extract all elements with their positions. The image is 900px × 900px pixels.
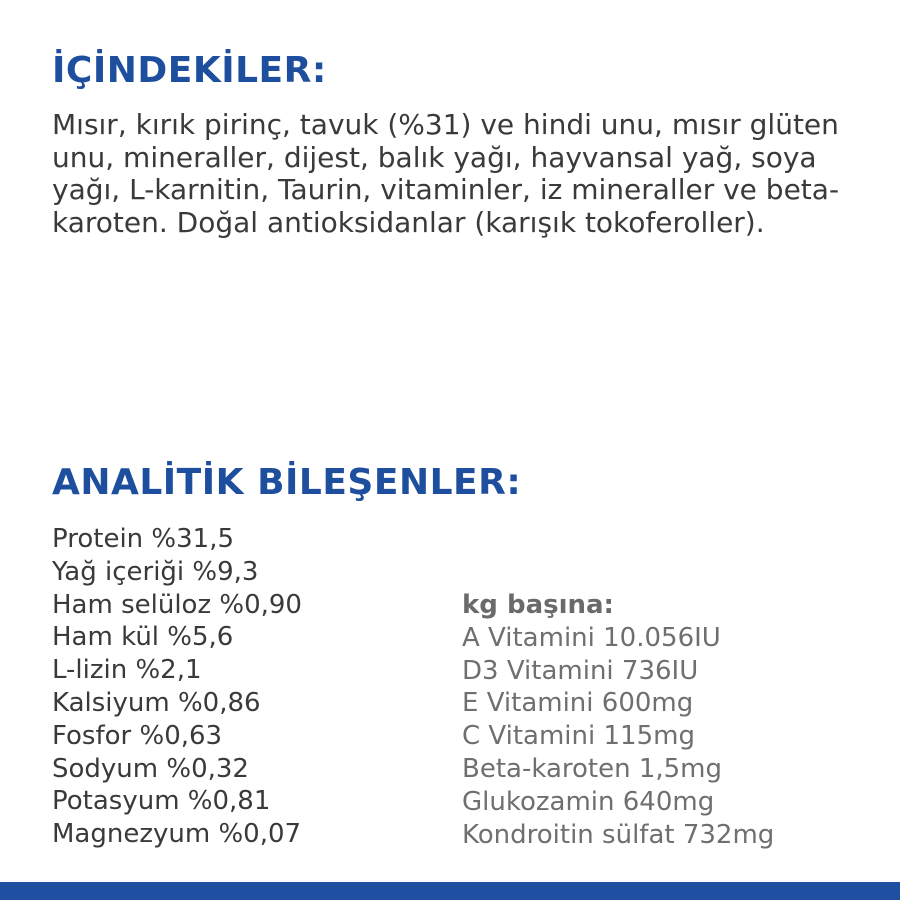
analytic-components-list: [52, 523, 302, 851]
component-phosphorus: Fosfor %0,63: [52, 720, 223, 751]
per-kg-vitamin-a: A Vitamini 10.056IU: [462, 622, 721, 653]
component-fat: Yağ içeriği %9,3: [52, 556, 259, 587]
analysis-heading: ANALİTİK BİLEŞENLER:: [52, 462, 522, 503]
per-kg-vitamin-c: C Vitamini 115mg: [462, 721, 695, 752]
component-lysine: L-lizin %2,1: [52, 655, 202, 686]
component-magnesium: Magnezyum %0,07: [52, 819, 302, 850]
component-sodium: Sodyum %0,32: [52, 753, 249, 784]
per-kg-vitamin-e: E Vitamini 600mg: [462, 688, 694, 719]
per-kg-chondroitin: Kondroitin sülfat 732mg: [462, 819, 775, 850]
per-kg-label: kg başına:: [462, 590, 614, 620]
per-kg-list: [462, 589, 774, 851]
ingredients-heading: İÇİNDEKİLER:: [52, 50, 327, 91]
component-crude-fiber: Ham selüloz %0,90: [52, 589, 302, 620]
per-kg-vitamin-d3: D3 Vitamini 736IU: [462, 655, 699, 686]
component-calcium: Kalsiyum %0,86: [52, 687, 261, 718]
per-kg-glucosamine: Glukozamin 640mg: [462, 786, 715, 817]
per-kg-beta-carotene: Beta-karoten 1,5mg: [462, 753, 723, 784]
component-protein: Protein %31,5: [52, 524, 234, 554]
component-crude-ash: Ham kül %5,6: [52, 622, 234, 653]
footer-bar: [0, 882, 900, 900]
ingredients-text: Mısır, kırık pirinç, tavuk (%31) ve hindi unu, mısır glüten unu, mineraller, dijest, balık yağı, hayvansal yağ, soya yağı, L-karnitin, Taurin, vitaminler, iz mineraller ve beta-karoten. Doğal antioksidanlar (karışık tokoferoller).: [52, 108, 840, 239]
component-potassium: Potasyum %0,81: [52, 786, 271, 817]
